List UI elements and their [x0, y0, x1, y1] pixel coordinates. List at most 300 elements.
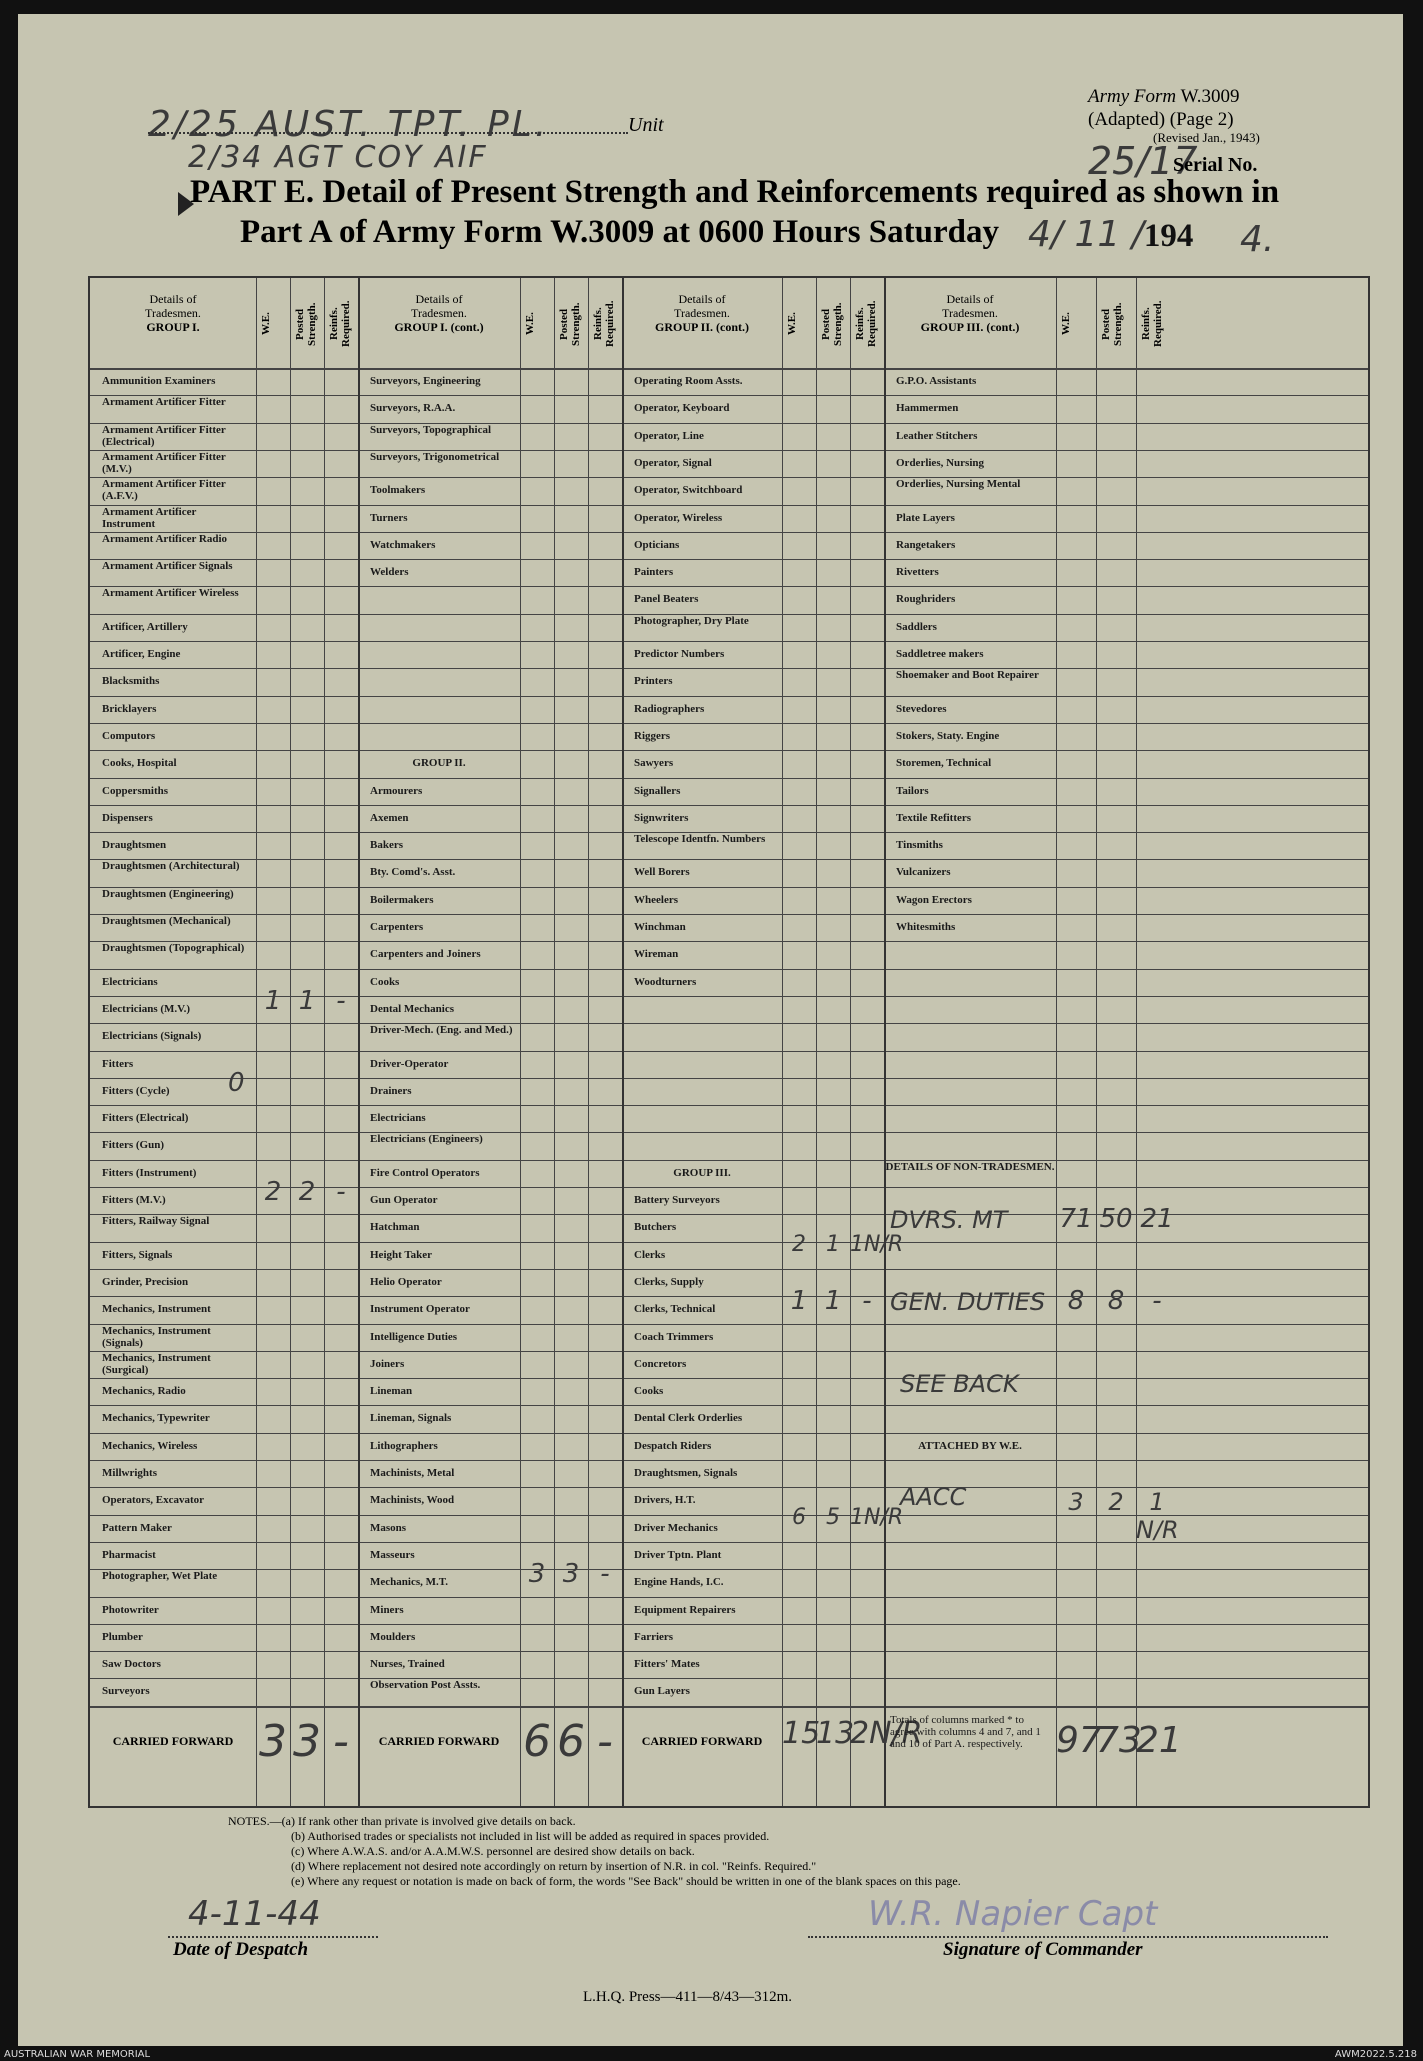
row-rule: [90, 750, 1368, 751]
carried-forward-label: CARRIED FORWARD: [378, 1733, 500, 1748]
row-label: Saw Doctors: [102, 1658, 161, 1671]
row-label: Millwrights: [102, 1467, 157, 1479]
row-rule: [90, 1269, 1368, 1270]
note-b: (b) Authorised trades or specialists not included in list will be added as required in spaces provided.: [291, 1829, 770, 1843]
carried-we: 15: [782, 1715, 821, 1751]
subheader-we: W.E.: [260, 312, 272, 336]
carried-we: 6: [523, 1715, 551, 1767]
row-rule: [90, 1378, 1368, 1379]
row-rule: [90, 1651, 1368, 1652]
row-label: Draughtsmen (Topographical): [102, 942, 245, 955]
subheader-we: W.E.: [786, 312, 798, 336]
row-label: Fitters (M.V.): [102, 1194, 166, 1206]
row-label: Electricians (Engineers): [370, 1133, 483, 1146]
row-label: Plumber: [102, 1630, 143, 1643]
row-label: Miners: [370, 1603, 404, 1616]
credit-bar: [0, 2048, 1423, 2061]
row-label: Machinists, Metal: [370, 1467, 455, 1479]
row-label: Armament Artificer Signals: [102, 560, 233, 573]
row-label: Well Borers: [634, 866, 690, 879]
col-divider: [290, 278, 291, 1806]
form-name: Army Form: [1088, 86, 1177, 107]
subheader-posted: Posted Strength.: [1100, 302, 1124, 346]
row-rule: [90, 1433, 1368, 1434]
row-label: Signallers: [634, 784, 681, 797]
row-label: Fitters (Instrument): [102, 1166, 197, 1179]
entry-reinfs: 1N/R: [850, 1231, 904, 1257]
row-label: Vulcanizers: [896, 866, 951, 879]
row-label: Predictor Numbers: [634, 648, 725, 660]
row-label: Fitters (Electrical): [102, 1112, 189, 1125]
row-label: Computors: [102, 729, 156, 742]
row-label: Surveyors, Trigonometrical: [370, 450, 500, 463]
row-label: GROUP II.: [412, 757, 466, 770]
entry-we: 8: [1067, 1286, 1085, 1317]
row-label: Ammunition Examiners: [102, 375, 216, 387]
col-divider: [850, 278, 851, 1806]
row-label: Operator, Line: [634, 429, 704, 442]
row-rule: [90, 1324, 1368, 1325]
row-label: Roughriders: [896, 593, 956, 606]
subheader-we: W.E.: [1060, 312, 1072, 336]
row-label: Engine Hands, I.C.: [634, 1576, 724, 1589]
row-label: Pharmacist: [102, 1548, 156, 1561]
entry-reinfs: -: [862, 1286, 872, 1317]
row-label: Artificer, Engine: [102, 648, 181, 660]
row-label: Helio Operator: [370, 1275, 442, 1288]
row-label: Leather Stitchers: [896, 429, 978, 442]
entry-we: 3: [1068, 1488, 1084, 1517]
row-label: Coppersmiths: [102, 784, 169, 797]
row-label: Draughtsmen (Mechanical): [102, 915, 231, 927]
row-label: Fitters, Railway Signal: [102, 1215, 210, 1228]
row-label: Electricians (M.V.): [102, 1002, 191, 1015]
row-label: Opticians: [634, 538, 680, 551]
row-label: Driver Tptn. Plant: [634, 1548, 722, 1561]
header-group: GROUP I.: [146, 320, 200, 334]
entry-reinfs: -: [1152, 1286, 1162, 1317]
row-label: Drainers: [370, 1084, 412, 1097]
row-label: Gun Layers: [634, 1685, 690, 1698]
despatch-line: [168, 1936, 378, 1938]
row-label: Mechanics, M.T.: [370, 1576, 449, 1589]
row-label: Clerks: [634, 1248, 666, 1261]
row-rule: [90, 1351, 1368, 1352]
subheader-reinfs: Reinfs. Required.: [854, 300, 878, 348]
row-label: Saddlers: [896, 620, 937, 633]
row-label: Toolmakers: [370, 484, 426, 497]
carried-rule: [90, 1706, 1368, 1708]
row-label: Coach Trimmers: [634, 1330, 714, 1343]
row-label: Plate Layers: [896, 511, 955, 524]
note-a: NOTES.—(a) If rank other than private is involved give details on back.: [228, 1814, 576, 1828]
subheader-posted: Posted Strength.: [820, 302, 844, 346]
row-rule: [90, 1405, 1368, 1406]
row-rule: [90, 1678, 1368, 1679]
row-label: Signwriters: [634, 811, 689, 824]
row-label: Stokers, Staty. Engine: [896, 729, 1000, 742]
totals-instruction: Totals of columns marked * to agree with columns 4 and 7, and 1 and 10 of Part A. respectively.: [890, 1713, 1041, 1750]
col-divider: [1136, 278, 1137, 1806]
row-label: Driver-Operator: [370, 1057, 449, 1070]
row-label: Equipment Repairers: [634, 1603, 736, 1616]
row-label: Joiners: [370, 1357, 405, 1370]
row-rule: [90, 723, 1368, 724]
subheader-reinfs: Reinfs. Required.: [328, 300, 352, 348]
row-rule: [90, 532, 1368, 533]
date-day-month: 4/ 11 /: [1028, 214, 1144, 255]
carried-forward-label: CARRIED FORWARD: [112, 1733, 234, 1748]
row-label: Mechanics, Instrument (Surgical): [102, 1351, 211, 1376]
row-label: Farriers: [634, 1630, 674, 1643]
row-label: Armament Artificer Fitter: [102, 396, 226, 409]
row-label: Orderlies, Nursing Mental: [896, 478, 1021, 491]
entry-posted: 8: [1107, 1286, 1125, 1317]
row-label: Tinsmiths: [896, 839, 943, 852]
row-label: Surveyors: [102, 1685, 150, 1698]
row-label: Welders: [370, 566, 409, 579]
row-label: Cooks: [370, 975, 400, 988]
col-divider: [1056, 278, 1057, 1806]
nontrade-label: GEN. DUTIES: [890, 1288, 1046, 1317]
row-label: Radiographers: [634, 702, 705, 715]
note-e: (e) Where any request or notation is made on back of form, the words "See Back" should be written in one of the blank spaces on this page.: [291, 1874, 961, 1888]
serial-handwritten: 25/17: [1088, 139, 1198, 183]
row-label: Woodturners: [634, 975, 697, 988]
group-header: [622, 292, 782, 334]
row-label: Pattern Maker: [102, 1521, 172, 1534]
carried-posted: 6: [557, 1715, 585, 1767]
row-label: Driver-Mech. (Eng. and Med.): [370, 1024, 513, 1037]
row-label: G.P.O. Assistants: [896, 375, 977, 387]
row-label: Painters: [634, 566, 674, 579]
row-label: Turners: [370, 511, 408, 524]
year-printed: 194: [1143, 218, 1194, 254]
title-text: Part A of Army Form W.3009 at 0600 Hours Saturday: [240, 214, 999, 250]
entry-reinfs: 1N/R: [850, 1504, 904, 1530]
row-rule: [90, 969, 1368, 970]
row-label: Armament Artificer Fitter (Electrical): [102, 423, 226, 448]
entry-reinfs: 21: [1140, 1204, 1174, 1235]
row-rule: [90, 1242, 1368, 1243]
row-label: Cooks: [634, 1385, 664, 1398]
title-line-2: [240, 214, 999, 251]
row-rule: [90, 586, 1368, 587]
row-rule: [90, 1105, 1368, 1106]
total-reinfs: 21: [1136, 1719, 1182, 1761]
row-label: Bakers: [370, 839, 403, 852]
row-rule: [90, 696, 1368, 697]
row-label: Boilermakers: [370, 893, 434, 906]
row-label: Fitters: [102, 1057, 134, 1070]
row-label: Despatch Riders: [634, 1439, 712, 1452]
row-rule: [90, 941, 1368, 942]
serial-label: Serial No.: [1173, 154, 1258, 176]
row-label: Saddletree makers: [896, 648, 984, 660]
row-label: Lineman, Signals: [370, 1412, 452, 1425]
row-label: Operator, Switchboard: [634, 484, 743, 497]
group-header: [884, 292, 1056, 334]
row-label: Textile Refitters: [896, 811, 972, 824]
row-label: Nurses, Trained: [370, 1658, 445, 1671]
row-label: Carpenters and Joiners: [370, 948, 481, 961]
row-label: Bty. Comd's. Asst.: [370, 866, 456, 879]
header-rule: [90, 368, 1368, 370]
group-divider: [358, 278, 360, 1806]
notes: [228, 1814, 961, 1889]
row-rule: [90, 559, 1368, 560]
row-rule: [90, 1460, 1368, 1461]
row-label: Operator, Keyboard: [634, 402, 730, 415]
carried-we: 3: [259, 1715, 287, 1767]
entry-posted: 1: [826, 1231, 840, 1257]
row-label: Operator, Signal: [634, 456, 712, 469]
row-label: Armament Artificer Fitter (A.F.V.): [102, 478, 226, 503]
row-label: Butchers: [634, 1221, 677, 1234]
row-label: Whitesmiths: [896, 921, 956, 933]
row-label: Sawyers: [634, 757, 674, 770]
subheader-posted: Posted Strength.: [294, 302, 318, 346]
row-label: Clerks, Supply: [634, 1275, 704, 1288]
row-rule: [90, 1051, 1368, 1052]
row-label: Fitters' Mates: [634, 1658, 700, 1671]
row-label: Concretors: [634, 1357, 687, 1370]
entry-we: 6: [792, 1504, 806, 1530]
row-label: Armament Artificer Radio: [102, 532, 228, 545]
row-label: Observation Post Assts.: [370, 1679, 481, 1692]
row-label: Telescope Identfn. Numbers: [634, 833, 766, 846]
row-label: Masseurs: [370, 1548, 415, 1561]
row-label: Bricklayers: [102, 702, 157, 715]
commander-signature: W.R. Napier Capt: [868, 1894, 1158, 1934]
row-label: Riggers: [634, 729, 671, 742]
row-label: Fitters, Signals: [102, 1248, 173, 1261]
row-label: Operators, Excavator: [102, 1494, 205, 1507]
col-divider: [256, 278, 257, 1806]
row-label: ATTACHED BY W.E.: [918, 1439, 1022, 1452]
row-label: Gun Operator: [370, 1194, 438, 1206]
row-label: Photographer, Wet Plate: [102, 1570, 218, 1583]
entry-we: 2: [264, 1177, 282, 1207]
col-divider: [816, 278, 817, 1806]
entry-posted: 3: [562, 1559, 580, 1590]
row-label: Shoemaker and Boot Repairer: [896, 669, 1039, 682]
row-rule: [90, 641, 1368, 642]
row-label: Drivers, H.T.: [634, 1494, 696, 1507]
entry-posted: 2: [298, 1177, 316, 1207]
row-label: Orderlies, Nursing: [896, 456, 984, 469]
row-rule: [90, 423, 1368, 424]
row-label: Winchman: [634, 921, 686, 933]
row-label: Dental Clerk Orderlies: [634, 1412, 743, 1425]
group-divider: [884, 278, 886, 1806]
row-label: Mechanics, Typewriter: [102, 1412, 210, 1425]
row-label: Rangetakers: [896, 538, 956, 551]
unit-line: [148, 132, 628, 134]
row-rule: [90, 1132, 1368, 1133]
entry-we: 1: [790, 1286, 808, 1317]
entry-we: 2: [792, 1231, 806, 1257]
row-rule: [90, 805, 1368, 806]
signature-line: [808, 1936, 1328, 1938]
entry-posted: 50: [1099, 1204, 1133, 1235]
carried-reinfs: -: [597, 1715, 613, 1767]
row-label: Rivetters: [896, 566, 939, 579]
row-label: Carpenters: [370, 921, 424, 933]
row-label: Draughtsmen, Signals: [634, 1467, 738, 1479]
entry-reinfs: -: [336, 1177, 346, 1207]
row-label: Masons: [370, 1521, 407, 1534]
row-label: Storemen, Technical: [896, 757, 992, 770]
row-label: Wireman: [634, 948, 679, 961]
row-rule: [90, 887, 1368, 888]
row-label: Hatchman: [370, 1221, 420, 1234]
row-label: Draughtsmen (Engineering): [102, 887, 234, 900]
row-label: Dispensers: [102, 811, 153, 824]
row-label: Driver Mechanics: [634, 1521, 718, 1534]
row-label: Intelligence Duties: [370, 1330, 458, 1343]
row-label: Surveyors, R.A.A.: [370, 402, 456, 415]
row-label: Mechanics, Wireless: [102, 1439, 198, 1452]
row-rule: [90, 505, 1368, 506]
group-divider: [622, 278, 624, 1806]
subheader-reinfs: Reinfs. Required.: [1140, 300, 1164, 348]
entry-reinfs: -: [336, 985, 346, 1016]
entry-we: 71: [1059, 1204, 1093, 1235]
carried-reinfs: 2N/R: [850, 1715, 923, 1751]
despatch-date: 4-11-44: [188, 1894, 321, 1934]
row-label: Mechanics, Radio: [102, 1385, 186, 1398]
col-divider: [1096, 278, 1097, 1806]
unit-handwritten: 2/25 AUST. TPT. PL.: [148, 104, 550, 145]
form-adapted: (Adapted) (Page 2): [1088, 109, 1234, 130]
subheader-posted: Posted Strength.: [558, 302, 582, 346]
row-label: Photographer, Dry Plate: [634, 614, 749, 627]
header-group: GROUP III. (cont.): [920, 320, 1020, 334]
entry-we: 1: [264, 985, 282, 1016]
row-label: Lineman: [370, 1385, 413, 1398]
row-label: DETAILS OF NON-TRADESMEN.: [885, 1160, 1055, 1173]
row-label: Printers: [634, 675, 673, 688]
row-label: Armourers: [370, 784, 423, 797]
carried-forward-label: CARRIED FORWARD: [641, 1733, 763, 1748]
total-we: 97: [1056, 1719, 1102, 1761]
row-label: Electricians: [102, 975, 158, 988]
row-label: Artificer, Artillery: [102, 620, 188, 633]
entry-posted: 1: [298, 985, 316, 1016]
row-label: Height Taker: [370, 1248, 433, 1261]
row-label: Tailors: [896, 784, 929, 797]
credit-left: AUSTRALIAN WAR MEMORIAL: [4, 2049, 151, 2060]
row-label: Wagon Erectors: [896, 893, 972, 906]
row-rule: [90, 1597, 1368, 1598]
header-group: GROUP II. (cont.): [655, 320, 749, 334]
row-rule: [90, 859, 1368, 860]
press-code: L.H.Q. Press—411—8/43—312m.: [583, 1989, 793, 2005]
note-c: (c) Where A.W.A.S. and/or A.A.M.W.S. personnel are desired show details on back.: [291, 1844, 695, 1858]
row-label: Clerks, Technical: [634, 1303, 716, 1316]
header-title: Details of Tradesmen.: [674, 292, 730, 320]
entry-we: 3: [528, 1559, 546, 1590]
row-label: Dental Mechanics: [370, 1002, 455, 1015]
row-label: Operator, Wireless: [634, 511, 723, 524]
nontrade-label: DVRS. MT: [890, 1206, 1008, 1235]
entry-posted: 5: [826, 1504, 840, 1530]
row-label: Machinists, Wood: [370, 1494, 455, 1507]
year-handwritten: 4.: [1240, 219, 1275, 260]
despatch-label: Date of Despatch: [173, 1939, 309, 1960]
group-header: [90, 292, 256, 334]
row-label: Armament Artificer Fitter (M.V.): [102, 450, 226, 475]
subheader-we: W.E.: [524, 312, 536, 336]
row-label: Draughtsmen (Architectural): [102, 860, 240, 873]
attached-label: AACC: [900, 1483, 967, 1512]
row-rule: [90, 1078, 1368, 1079]
row-label: Grinder, Precision: [102, 1275, 189, 1288]
row-rule: [90, 668, 1368, 669]
row-label: Fire Control Operators: [370, 1166, 480, 1179]
row-rule: [90, 914, 1368, 915]
form-revised: (Revised Jan., 1943): [1153, 130, 1260, 145]
form-number: [1088, 86, 1240, 108]
unit-label: Unit: [628, 114, 664, 136]
row-label: Cooks, Hospital: [102, 757, 177, 770]
row-label: Fitters (Gun): [102, 1139, 165, 1152]
row-label: Mechanics, Instrument: [102, 1303, 211, 1316]
row-rule: [90, 1160, 1368, 1161]
row-label: Stevedores: [896, 702, 947, 715]
title-line-1: PART E. Detail of Present Strength and Reinforcements required as shown in: [190, 174, 1280, 210]
row-label: GROUP III.: [673, 1166, 731, 1179]
total-posted: 73: [1096, 1719, 1142, 1761]
row-label: Moulders: [370, 1630, 416, 1643]
note-d: (d) Where replacement not desired note accordingly on return by insertion of N.R. in col. "Reinfs. Required.": [291, 1859, 817, 1873]
row-label: Mechanics, Instrument (Signals): [102, 1324, 211, 1349]
row-label: Armament Artificer Instrument: [102, 505, 197, 530]
form-sheet: [18, 14, 1403, 2046]
signature-label: Signature of Commander: [943, 1939, 1143, 1960]
row-label: Panel Beaters: [634, 593, 699, 606]
row-rule: [90, 395, 1368, 396]
date-handwritten: [1028, 214, 1193, 255]
entry-posted: 2: [1108, 1488, 1124, 1517]
entry-posted: 1: [824, 1286, 842, 1317]
strength-table: [88, 276, 1370, 1808]
row-rule: [90, 450, 1368, 451]
row-rule: [90, 1624, 1368, 1625]
row-label: Battery Surveyors: [634, 1194, 720, 1206]
row-label: Operating Room Assts.: [634, 375, 743, 387]
row-label: Wheelers: [634, 893, 678, 906]
row-label: Fitters (Cycle): [102, 1084, 170, 1097]
header-title: Details of Tradesmen.: [942, 292, 998, 320]
carried-posted: 3: [293, 1715, 321, 1767]
row-label: Surveyors, Engineering: [370, 375, 481, 387]
entry-reinfs: 1 N/R: [1136, 1488, 1179, 1545]
row-label: Surveyors, Topographical: [370, 423, 492, 436]
fitters-cycle-mark: 0: [228, 1067, 245, 1098]
row-label: Photowriter: [102, 1603, 159, 1616]
row-rule: [90, 477, 1368, 478]
row-label: Watchmakers: [370, 538, 436, 551]
col-divider: [324, 278, 325, 1806]
carried-reinfs: -: [333, 1715, 349, 1767]
row-label: Axemen: [370, 811, 409, 824]
carried-posted: 13: [816, 1715, 855, 1751]
row-label: Armament Artificer Wireless: [102, 587, 239, 600]
row-label: Draughtsmen: [102, 839, 167, 852]
row-rule: [90, 778, 1368, 779]
